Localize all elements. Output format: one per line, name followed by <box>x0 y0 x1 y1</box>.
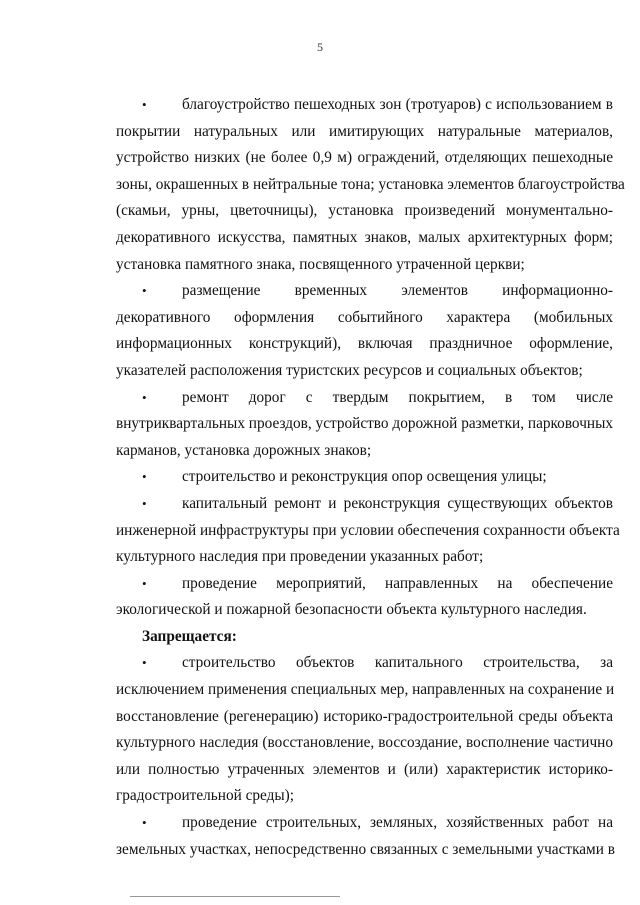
bullet-icon: • <box>142 575 147 591</box>
paragraph-line: устройство низких (не более 0,9 м) ограждений, отделяющих пешеходные <box>116 149 613 167</box>
paragraph-line: зоны, окрашенных в нейтральные тона; установка элементов благоустройства <box>116 175 625 193</box>
bullet-paragraph <box>116 810 613 863</box>
bullet-icon: • <box>142 815 147 831</box>
bullet-paragraph <box>116 650 613 810</box>
paragraph-line: земельных участках, непосредственно связанных с земельными участками в <box>116 840 615 858</box>
paragraph-line: инженерной инфраструктуры при условии обеспечения сохранности объекта <box>116 521 620 539</box>
bullet-icon: • <box>142 283 147 299</box>
bullet-paragraph <box>116 92 625 278</box>
paragraph-line <box>116 385 613 412</box>
bullet-icon: • <box>142 469 147 485</box>
paragraph-line <box>116 650 613 677</box>
paragraph-line: карманов, установка дорожных знаков; <box>116 441 372 459</box>
paragraph-line: декоративного оформления событийного характера (мобильных <box>116 308 613 326</box>
paragraph-text: капитальный ремонт и реконструкция существующих объектов <box>182 494 613 512</box>
paragraph-line <box>116 92 613 119</box>
paragraph-text: ремонт дорог с твердым покрытием, в том числе <box>182 388 613 406</box>
bullet-paragraph <box>116 278 613 384</box>
paragraph-text: размещение временных элементов информационно- <box>182 282 613 300</box>
paragraph-text: строительство и реконструкция опор освещения улицы; <box>182 468 547 486</box>
paragraph-line: (скамьи, урны, цветочницы), установка произведений монументально- <box>116 202 613 220</box>
paragraph-line: установка памятного знака, посвященного утраченной церкви; <box>116 255 525 273</box>
paragraph-text: строительство объектов капитального строительства, за <box>182 654 613 672</box>
paragraph-line <box>116 571 613 598</box>
paragraph-line: восстановление (регенерацию) историко-градостроительной среды объекта <box>116 707 613 725</box>
paragraph-line <box>116 491 613 518</box>
bullet-paragraph <box>116 491 620 571</box>
paragraph-line: градостроительной среды); <box>116 787 295 805</box>
paragraph-text: благоустройство пешеходных зон (тротуаров) с использованием в <box>182 96 613 113</box>
bullet-icon: • <box>142 389 147 405</box>
paragraph-text: проведение мероприятий, направленных на обеспечение <box>182 574 613 592</box>
paragraph-line <box>116 278 613 305</box>
footer-rule <box>130 896 340 897</box>
bullet-paragraph <box>116 385 613 465</box>
bullet-icon: • <box>142 655 147 671</box>
paragraph-line: декоративного искусства, памятных знаков, малых архитектурных форм; <box>116 228 613 246</box>
paragraph-line: экологической и пожарной безопасности объекта культурного наследия. <box>116 601 587 619</box>
bullet-icon: • <box>142 495 147 511</box>
bullet-paragraph <box>116 571 613 624</box>
bullet-icon: • <box>142 97 147 112</box>
paragraph-line: культурного наследия при проведении указанных работ; <box>116 548 484 566</box>
paragraph-line: указателей расположения туристских ресурсов и социальных объектов; <box>116 361 583 379</box>
section-heading: Запрещается: <box>142 627 237 645</box>
paragraph-line <box>116 464 613 491</box>
paragraph-line: или полностью утраченных элементов и (или) характеристик историко- <box>116 760 613 778</box>
paragraph-line <box>116 810 613 837</box>
paragraph-line: исключением применения специальных мер, направленных на сохранение и <box>116 681 615 699</box>
paragraph-line: покрытии натуральных или имитирующих натуральные материалов, <box>116 122 613 140</box>
page-number: 5 <box>317 40 323 54</box>
paragraph-line: информационных конструкций), включая праздничное оформление, <box>116 335 613 353</box>
document-body <box>116 92 625 863</box>
paragraph-line: внутриквартальных проездов, устройство дорожной разметки, парковочных <box>116 415 613 433</box>
bullet-paragraph <box>116 464 613 491</box>
paragraph-line: культурного наследия (восстановление, воссоздание, восполнение частично <box>116 734 613 752</box>
paragraph-text: проведение строительных, земляных, хозяйственных работ на <box>182 814 613 832</box>
